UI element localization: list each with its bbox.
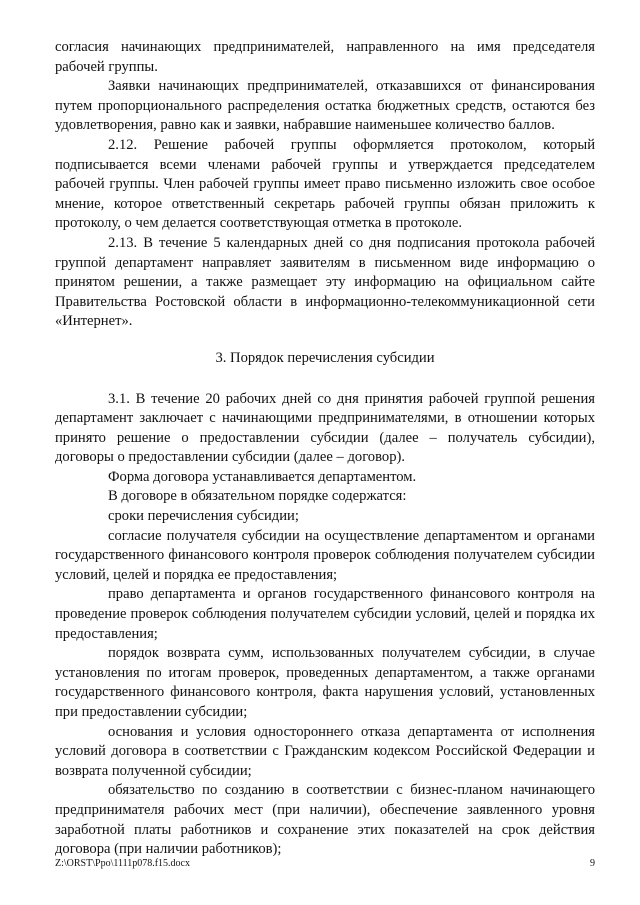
list-item-jobs-obligation: обязательство по созданию в соответствии с бизнес-планом начинающего предпринимателя рабочих мест (при наличии), обеспечение заявленного уровня заработной платы работников и сохранение этих показателей на срок действия договора (при наличии работников);	[55, 782, 595, 858]
paragraph-3-1: 3.1. В течение 20 рабочих дней со дня принятия рабочей группой решения департамент заключает с начинающими предпринимателями, в отношении которых принято решение о предоставлении субсидии (далее – получатель субсидии), договоры о предоставлении субсидии (далее – договор).	[55, 390, 595, 466]
paragraph-rejected-applications: Заявки начинающих предпринимателей, отказавшихся от финансирования путем пропорционального распределения остатка бюджетных средств, остаются без удовлетворения, равно как и заявки, набравшие наименьшее количество баллов.	[55, 78, 595, 134]
document-body	[55, 38, 595, 860]
list-item-transfer-terms: сроки перечисления субсидии;	[108, 508, 299, 525]
paragraph-contract-form: Форма договора устанавливается департаментом.	[108, 468, 417, 485]
list-item-audit-right: право департамента и органов государственного финансового контроля на проведение проверок соблюдения получателем субсидии условий, целей и порядка их предоставления;	[55, 586, 595, 642]
page-number: 9	[590, 858, 595, 869]
paragraph-continuation: согласия начинающих предпринимателей, направленного на имя председателя рабочей группы.	[55, 39, 595, 75]
paragraph-contract-contents: В договоре в обязательном порядке содержатся:	[108, 488, 407, 505]
paragraph-2-12: 2.12. Решение рабочей группы оформляется протоколом, который подписывается всеми членами рабочей группы и утверждается председателем рабочей группы. Член рабочей группы имеет право письменно изложить свое особое мнение, которое ответственный секретарь рабочей группы обязан приложить к протоколу, о чем делается соответствующая отметка в протоколе.	[55, 136, 595, 232]
footer-file-path: Z:\ORST\Ppo\1111p078.f15.docx	[55, 858, 190, 869]
paragraph-2-13: 2.13. В течение 5 календарных дней со дня подписания протокола рабочей группой департамент направляет заявителям в письменном виде информацию о принятом решении, а также размещает эту информацию на официальном сайте Правительства Ростовской области в информационно-телекоммуникационной сети «Интернет».	[55, 234, 595, 330]
section-heading: 3. Порядок перечисления субсидии	[215, 349, 435, 366]
list-item-refund-procedure: порядок возврата сумм, использованных получателем субсидии, в случае установления по итогам проверок, проведенных департаментом, а также органами государственного финансового контроля, факта нарушения условий, установленных при предоставлении субсидии;	[55, 645, 595, 720]
list-item-termination: основания и условия одностороннего отказа департамента от исполнения условий договора в соответствии с Гражданским кодексом Российской Федерации и возврата полученной субсидии;	[55, 723, 595, 779]
list-item-consent: согласие получателя субсидии на осуществление департаментом и органами государственного финансового контроля проверок соблюдения получателем субсидии условий, целей и порядка ее предоставления;	[55, 527, 595, 583]
